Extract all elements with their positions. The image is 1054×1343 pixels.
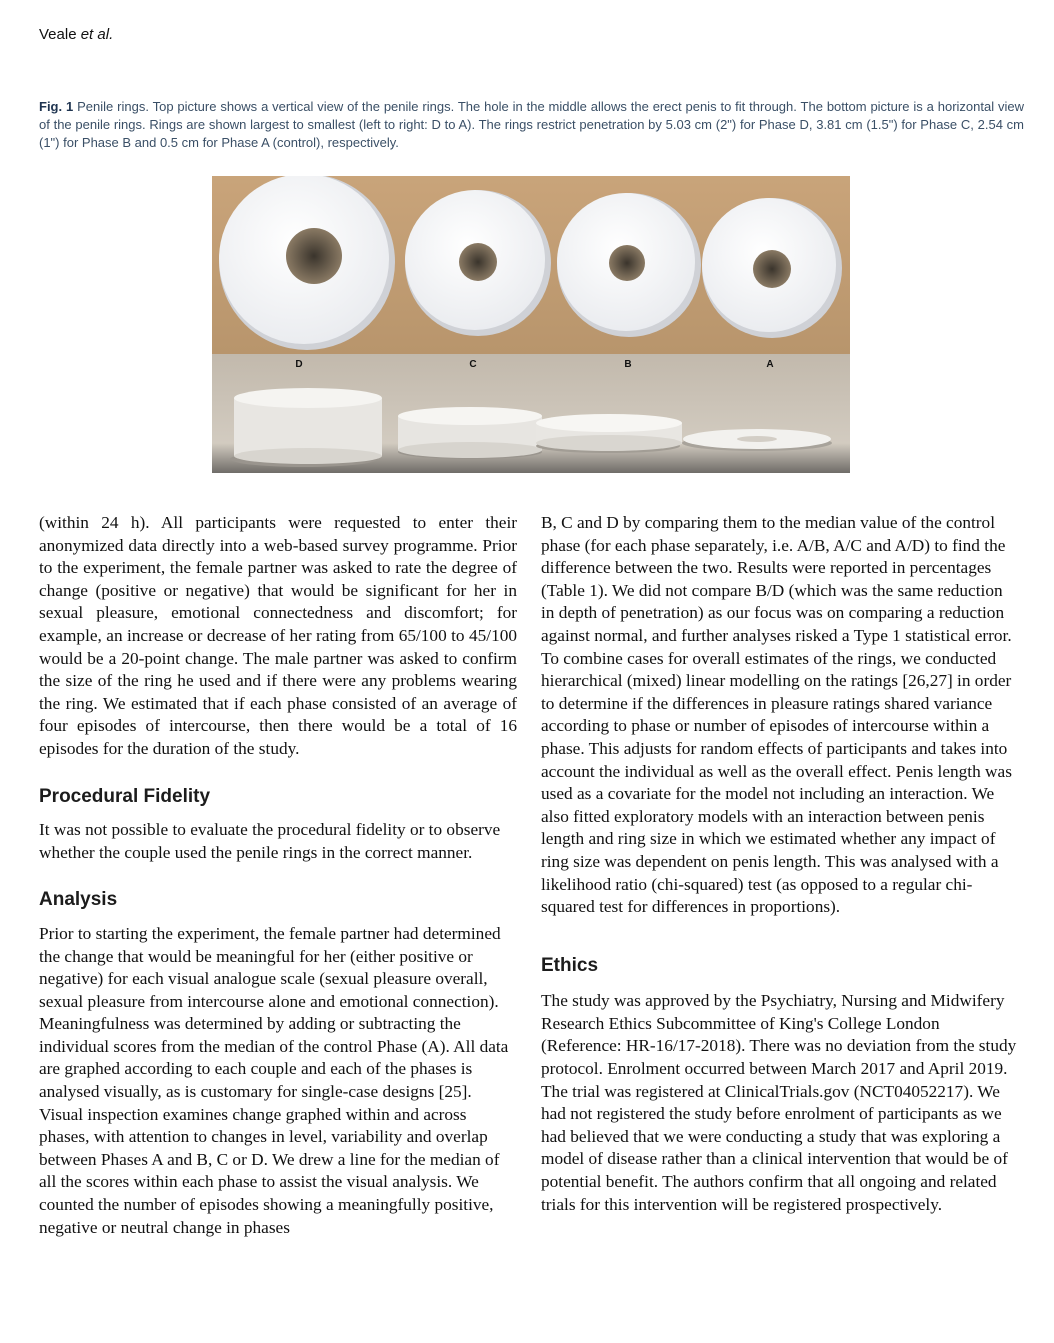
procedural-fidelity-heading: Procedural Fidelity [39, 785, 211, 807]
running-head-etal: et al. [80, 26, 114, 43]
running-head [39, 26, 113, 43]
ring-label-c: C [469, 359, 477, 370]
ethics-heading: Ethics [541, 954, 599, 976]
ring-a-top-view [702, 198, 842, 338]
right-column [541, 512, 1019, 1216]
ring-d-top-view [219, 176, 395, 350]
intro-paragraph: (within 24 h). All participants were requested to enter their anonymized data directly into a web-based survey programme. Prior to the experiment, the female partner was asked to rate the degree of change (positive or negative) that would be significant for her in sexual pleasure, emotional connectedness and discomfort; for example, an increase or decrease of her rating from 65/100 to 45/100 would be a 20-point change. The male partner was asked to confirm the size of the ring he used and if there were any problems wearing the ring. We estimated that if each phase consisted of an average of four episodes of intercourse, then there would be a total of 16 episodes for the duration of the study. [39, 513, 517, 758]
ethics-paragraph: The study was approved by the Psychiatry, Nursing and Midwifery Research Ethics Subcommittee of King's College London (Reference: HR-16/17-2018). There was no deviation from the study protocol. Enrolment occurred between March 2017 and April 2019. The trial was registered at ClinicalTrials.gov (NCT04052217). We had not registered the study before enrolment of participants as we had believed that we were conducting a study that was exploring a model of disease rather than a clinical intervention that would be of potential benefit. The authors confirm that all ongoing and related trials for this intervention will be registered prospectively. [541, 991, 1017, 1214]
running-head-author: Veale [39, 26, 81, 43]
ring-label-d: D [295, 359, 303, 370]
left-column [39, 512, 517, 1239]
figure-label: Fig. 1 [39, 99, 74, 114]
ring-label-a: A [766, 359, 774, 370]
figure-caption-text: Penile rings. Top picture shows a vertical view of the penile rings. The hole in the middle allows the erect penis to fit through. The bottom picture is a horizontal view of the penile rings. Rings are shown largest to smallest (left to right: D to A). The rings restrict penetration by 5.03 cm (2") for Phase D, 3.81 cm (1.5") for Phase C, 2.54 cm (1") for Phase B and 0.5 cm for Phase A (control), respectively. [39, 99, 1024, 150]
ring-c-top-view [405, 190, 551, 336]
ring-label-b: B [624, 359, 632, 370]
ring-b-top-view [557, 193, 701, 337]
ring-b-side-view [536, 414, 682, 453]
analysis-paragraph: Prior to starting the experiment, the female partner had determined the change that would be meaningful for her (either positive or negative) for each visual analogue scale (sexual pleasure overall, sexual pleasure from intercourse alone and emotional connection). Meaningfulness was determined by adding or subtracting the individual scores from the median of the control Phase (A). All data are graphed according to each couple and each of the phases is analysed visually, as is customary for single-case designs [25]. Visual inspection examines change graphed within and across phases, with attention to changes in level, variability and overlap between Phases A and B, C or D. We drew a line for the median of all the scores within each phase to assist the visual analysis. We counted the number of episodes showing a meaningfully positive, negative or neutral change in phases [39, 923, 509, 1237]
figure-caption [39, 98, 1024, 152]
ring-d-side-view [230, 388, 382, 467]
analysis-continued-paragraph: B, C and D by comparing them to the median value of the control phase (for each phase separately, i.e. A/B, A/C and A/D) to find the difference between the two. Results were reported in percentages (Table 1). We did not compare B/D (which was the same reduction in depth of penetration) as our focus was on comparing a reduction against normal, and further analyses risked a Type 1 statistical error. To combine cases for overall estimates of the rings, we conducted hierarchical (mixed) linear modelling on the ratings [26,27] in order to determine if the differences in pleasure ratings shared variance according to phase or number of episodes of intercourse within a phase. This adjusts for random effects of participants and takes into account the individual as well as the overall effect. Penis length was used as a covariate for the model not including an interaction. We also fitted exploratory models with an interaction between penis length and ring size in which we estimated whether any impact of ring size was dependent on penis length. This was analysed with a likelihood ratio (chi-squared) test (as opposed to a regular chi-squared test for differences in proportions). [541, 513, 1012, 917]
ring-a-side-view [682, 429, 832, 451]
ring-c-side-view [398, 407, 542, 459]
penile-rings-photo [212, 176, 850, 473]
analysis-heading: Analysis [39, 889, 118, 911]
procedural-fidelity-paragraph: It was not possible to evaluate the procedural fidelity or to observe whether the couple used the penile rings in the correct manner. [39, 820, 501, 862]
